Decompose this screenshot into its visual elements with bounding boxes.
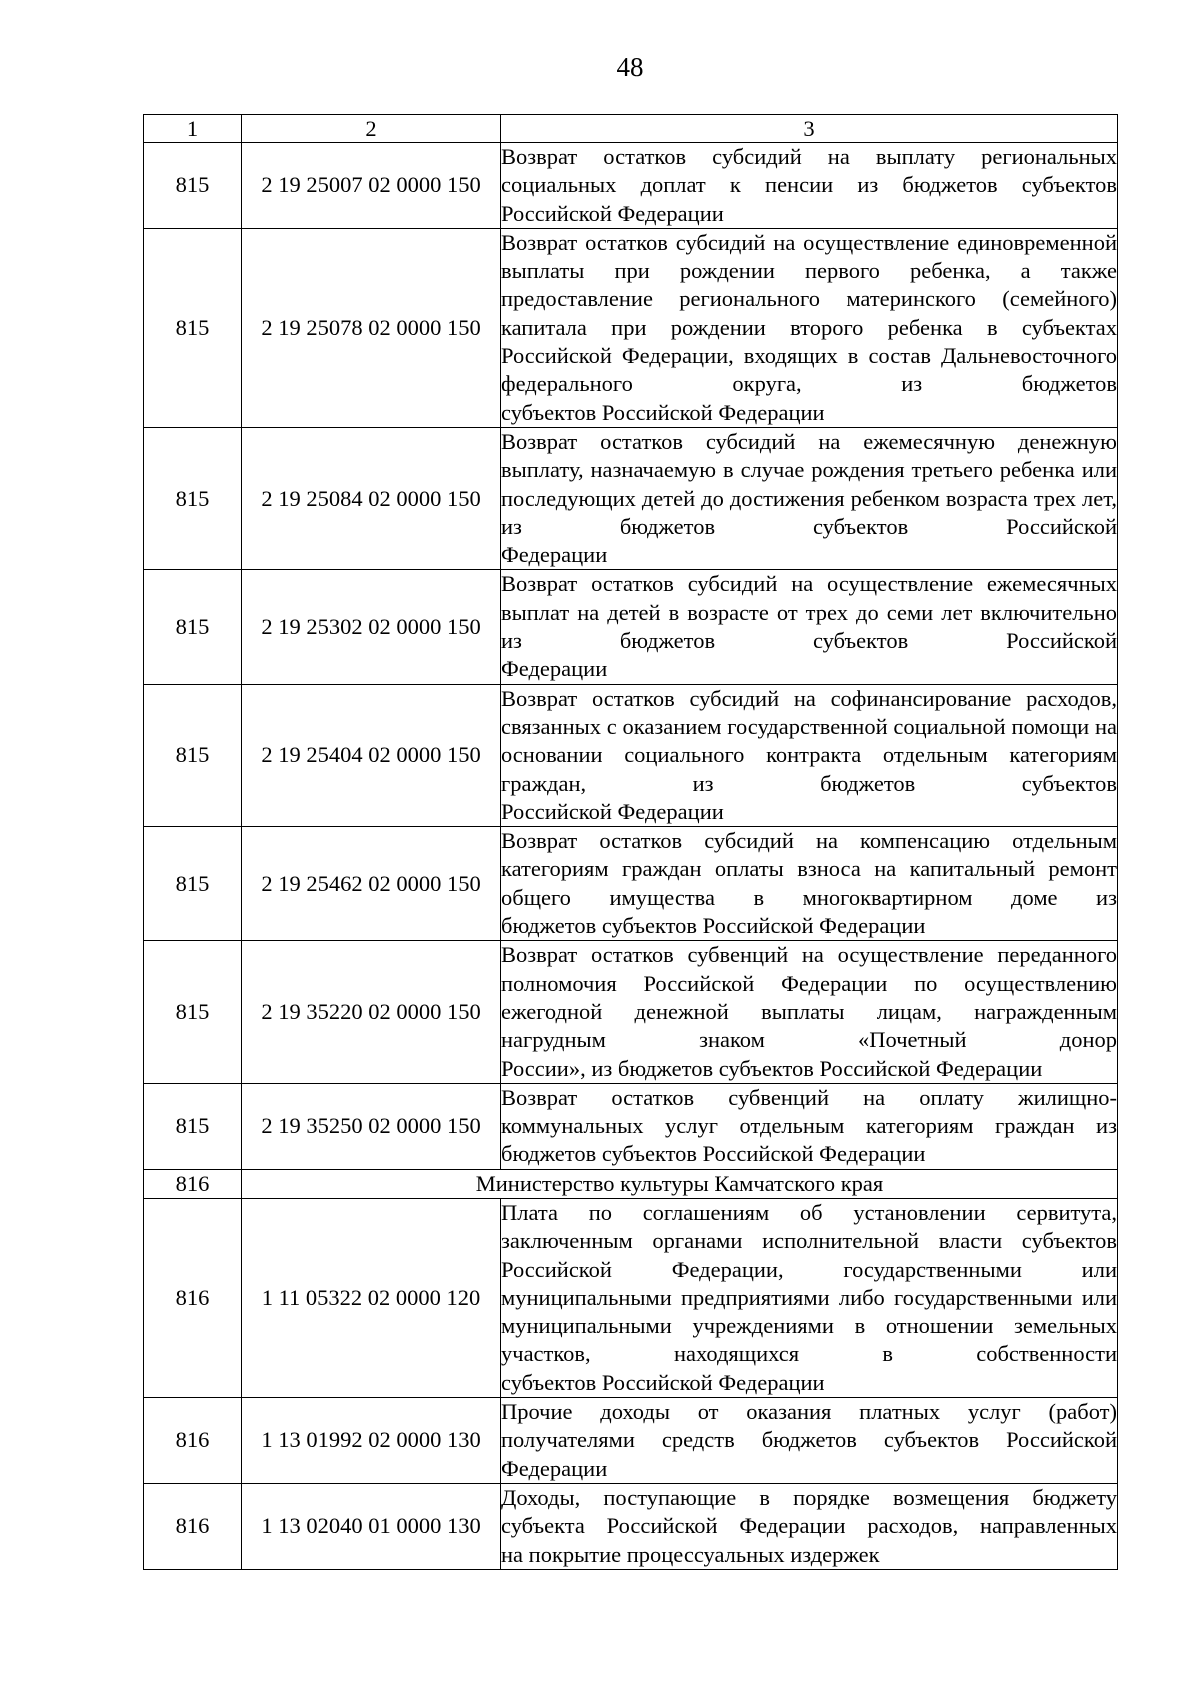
section-administrator-code: 816 bbox=[144, 1169, 242, 1198]
budget-classification-code: 2 19 25462 02 0000 150 bbox=[242, 827, 501, 941]
administrator-code: 815 bbox=[144, 570, 242, 684]
table-row bbox=[144, 427, 1118, 569]
description-last-line: Федерации bbox=[501, 542, 608, 568]
column-header-2: 2 bbox=[242, 115, 501, 143]
income-description bbox=[501, 228, 1118, 427]
budget-classification-code: 1 13 01992 02 0000 130 bbox=[242, 1398, 501, 1484]
income-description bbox=[501, 941, 1118, 1083]
administrator-code: 816 bbox=[144, 1198, 242, 1397]
section-title: Министерство культуры Камчатского края bbox=[242, 1169, 1118, 1198]
budget-classification-code: 2 19 25007 02 0000 150 bbox=[242, 143, 501, 229]
description-text: Плата по соглашениям об установлении сервитута, заключенным органами исполнительной власти субъектов Российской Федерации, государственными или муниципальными предприятиями либо государственными или муниципальными учреждениями в отношении земельных участков, находящихся в собственности bbox=[501, 1199, 1117, 1367]
table-row bbox=[144, 570, 1118, 684]
description-last-line: Федерации bbox=[501, 656, 608, 682]
description-text: Возврат остатков субсидий на ежемесячную денежную выплату, назначаемую в случае рождения третьего ребенка или последующих детей до достижения ребенком возраста трех лет, из бюджетов субъектов Российской bbox=[501, 428, 1117, 539]
budget-classification-code: 2 19 25084 02 0000 150 bbox=[242, 427, 501, 569]
income-description bbox=[501, 427, 1118, 569]
table-row bbox=[144, 1083, 1118, 1169]
budget-classification-code: 2 19 25302 02 0000 150 bbox=[242, 570, 501, 684]
description-text: Возврат остатков субсидий на выплату региональных социальных доплат к пенсии из бюджетов субъектов bbox=[501, 144, 1117, 198]
table-header-row bbox=[144, 115, 1118, 143]
administrator-code: 815 bbox=[144, 143, 242, 229]
description-text: Возврат остатков субсидий на осуществление ежемесячных выплат на детей в возрасте от трех до семи лет включительно из бюджетов субъектов Российской bbox=[501, 571, 1117, 654]
description-last-line: Российской Федерации bbox=[501, 200, 724, 226]
description-text: Возврат остатков субсидий на осуществление единовременной выплаты при рождении первого ребенка, а также предоставление регионального материнского (семейного) капитала при рождении второго ребенка в субъектах Российской Федерации, входящих в состав Дальневосточного федерального округа, из бюджетов bbox=[501, 229, 1117, 397]
income-description bbox=[501, 1398, 1118, 1484]
budget-classification-code: 2 19 25078 02 0000 150 bbox=[242, 228, 501, 427]
income-description bbox=[501, 570, 1118, 684]
budget-classification-code: 2 19 35250 02 0000 150 bbox=[242, 1083, 501, 1169]
table-row bbox=[144, 684, 1118, 826]
administrator-code: 815 bbox=[144, 827, 242, 941]
budget-classification-code: 1 11 05322 02 0000 120 bbox=[242, 1198, 501, 1397]
table-row bbox=[144, 143, 1118, 229]
table-row bbox=[144, 1483, 1118, 1569]
description-text: Возврат остатков субсидий на софинансирование расходов, связанных с оказанием государственной социальной помощи на основании социального контракта отдельным категориям граждан, из бюджетов субъектов bbox=[501, 685, 1117, 796]
administrator-code: 816 bbox=[144, 1398, 242, 1484]
table-row bbox=[144, 941, 1118, 1083]
income-description bbox=[501, 827, 1118, 941]
income-description bbox=[501, 143, 1118, 229]
administrator-code: 815 bbox=[144, 684, 242, 826]
description-last-line: на покрытие процессуальных издержек bbox=[501, 1541, 880, 1567]
description-last-line: Российской Федерации bbox=[501, 798, 724, 824]
description-last-line: бюджетов субъектов Российской Федерации bbox=[501, 913, 926, 939]
section-row bbox=[144, 1169, 1118, 1198]
table-row bbox=[144, 1398, 1118, 1484]
administrator-code: 815 bbox=[144, 1083, 242, 1169]
description-text: Возврат остатков субвенций на оплату жилищно-коммунальных услуг отдельным категориям граждан из bbox=[501, 1084, 1117, 1139]
description-last-line: бюджетов субъектов Российской Федерации bbox=[501, 1141, 926, 1167]
page-number: 48 bbox=[616, 52, 644, 82]
income-description bbox=[501, 684, 1118, 826]
description-text: Доходы, поступающие в порядке возмещения бюджету субъекта Российской Федерации расходов, направленных bbox=[501, 1484, 1117, 1539]
table-row bbox=[144, 1198, 1118, 1397]
description-last-line: Федерации bbox=[501, 1455, 608, 1481]
description-last-line: России», из бюджетов субъектов Российской Федерации bbox=[501, 1055, 1043, 1081]
column-header-1: 1 bbox=[144, 115, 242, 143]
administrator-code: 815 bbox=[144, 228, 242, 427]
description-text: Прочие доходы от оказания платных услуг (работ) получателями средств бюджетов субъектов Российской bbox=[501, 1399, 1117, 1453]
income-description bbox=[501, 1483, 1118, 1569]
income-description bbox=[501, 1198, 1118, 1397]
description-last-line: субъектов Российской Федерации bbox=[501, 1369, 825, 1395]
description-text: Возврат остатков субсидий на компенсацию отдельным категориям граждан оплаты взноса на капитальный ремонт общего имущества в многоквартирном доме из bbox=[501, 828, 1117, 910]
table-row bbox=[144, 228, 1118, 427]
column-header-3: 3 bbox=[501, 115, 1118, 143]
description-last-line: субъектов Российской Федерации bbox=[501, 399, 825, 425]
budget-classification-code: 2 19 35220 02 0000 150 bbox=[242, 941, 501, 1083]
administrator-code: 815 bbox=[144, 941, 242, 1083]
budget-codes-table bbox=[143, 114, 1118, 1570]
budget-classification-code: 2 19 25404 02 0000 150 bbox=[242, 684, 501, 826]
administrator-code: 816 bbox=[144, 1483, 242, 1569]
table-row bbox=[144, 827, 1118, 941]
description-text: Возврат остатков субвенций на осуществление переданного полномочия Российской Федерации по осуществлению ежегодной денежной выплаты лицам, награжденным нагрудным знаком «Почетный донор bbox=[501, 942, 1117, 1053]
budget-classification-code: 1 13 02040 01 0000 130 bbox=[242, 1483, 501, 1569]
administrator-code: 815 bbox=[144, 427, 242, 569]
income-description bbox=[501, 1083, 1118, 1169]
